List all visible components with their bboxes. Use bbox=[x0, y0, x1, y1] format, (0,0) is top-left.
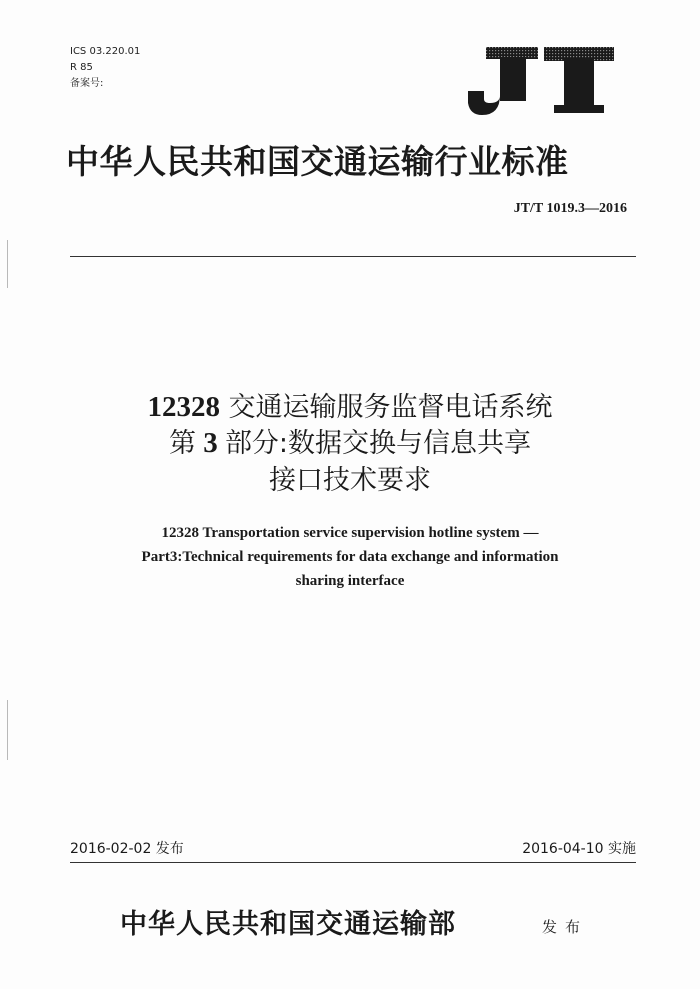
ccs-code: R 85 bbox=[70, 62, 93, 73]
title-cn-number: 12328 bbox=[147, 391, 220, 423]
header-rule bbox=[70, 256, 636, 257]
classification-block bbox=[70, 44, 140, 92]
title-cn-line-3: 接口技术要求 bbox=[269, 465, 431, 496]
jt-logo bbox=[468, 47, 614, 117]
title-cn-line-2 bbox=[0, 426, 700, 461]
issuing-authority: 中华人民共和国交通运输部 bbox=[120, 909, 456, 940]
title-cn-part-text: 部分:数据交换与信息共享 bbox=[224, 428, 532, 459]
title-en-line-2: Part3:Technical requirements for data exchange and information bbox=[141, 549, 559, 565]
scan-edge-mark bbox=[7, 240, 8, 288]
scan-edge-mark bbox=[7, 700, 8, 760]
footer-rule bbox=[70, 862, 636, 863]
title-en-line-3: sharing interface bbox=[295, 573, 405, 589]
record-number: 备案号: bbox=[70, 78, 104, 89]
issue-date: 2016-02-02 发布 bbox=[70, 841, 184, 857]
standard-number: JT/T 1019.3—2016 bbox=[513, 201, 627, 216]
ics-code: ICS 03.220.01 bbox=[70, 46, 141, 57]
issue-label: 发布 bbox=[542, 918, 589, 936]
title-cn-part-prefix: 第 bbox=[168, 428, 196, 459]
title-cn-line-1 bbox=[0, 390, 700, 425]
effective-date: 2016-04-10 实施 bbox=[522, 841, 636, 857]
title-cn-part-number: 3 bbox=[195, 427, 225, 459]
title-en-line-1: 12328 Transportation service supervision hotline system — bbox=[161, 525, 539, 541]
title-cn-text: 交通运输服务监督电话系统 bbox=[219, 392, 553, 423]
org-standard-title: 中华人民共和国交通运输行业标准 bbox=[66, 142, 569, 181]
